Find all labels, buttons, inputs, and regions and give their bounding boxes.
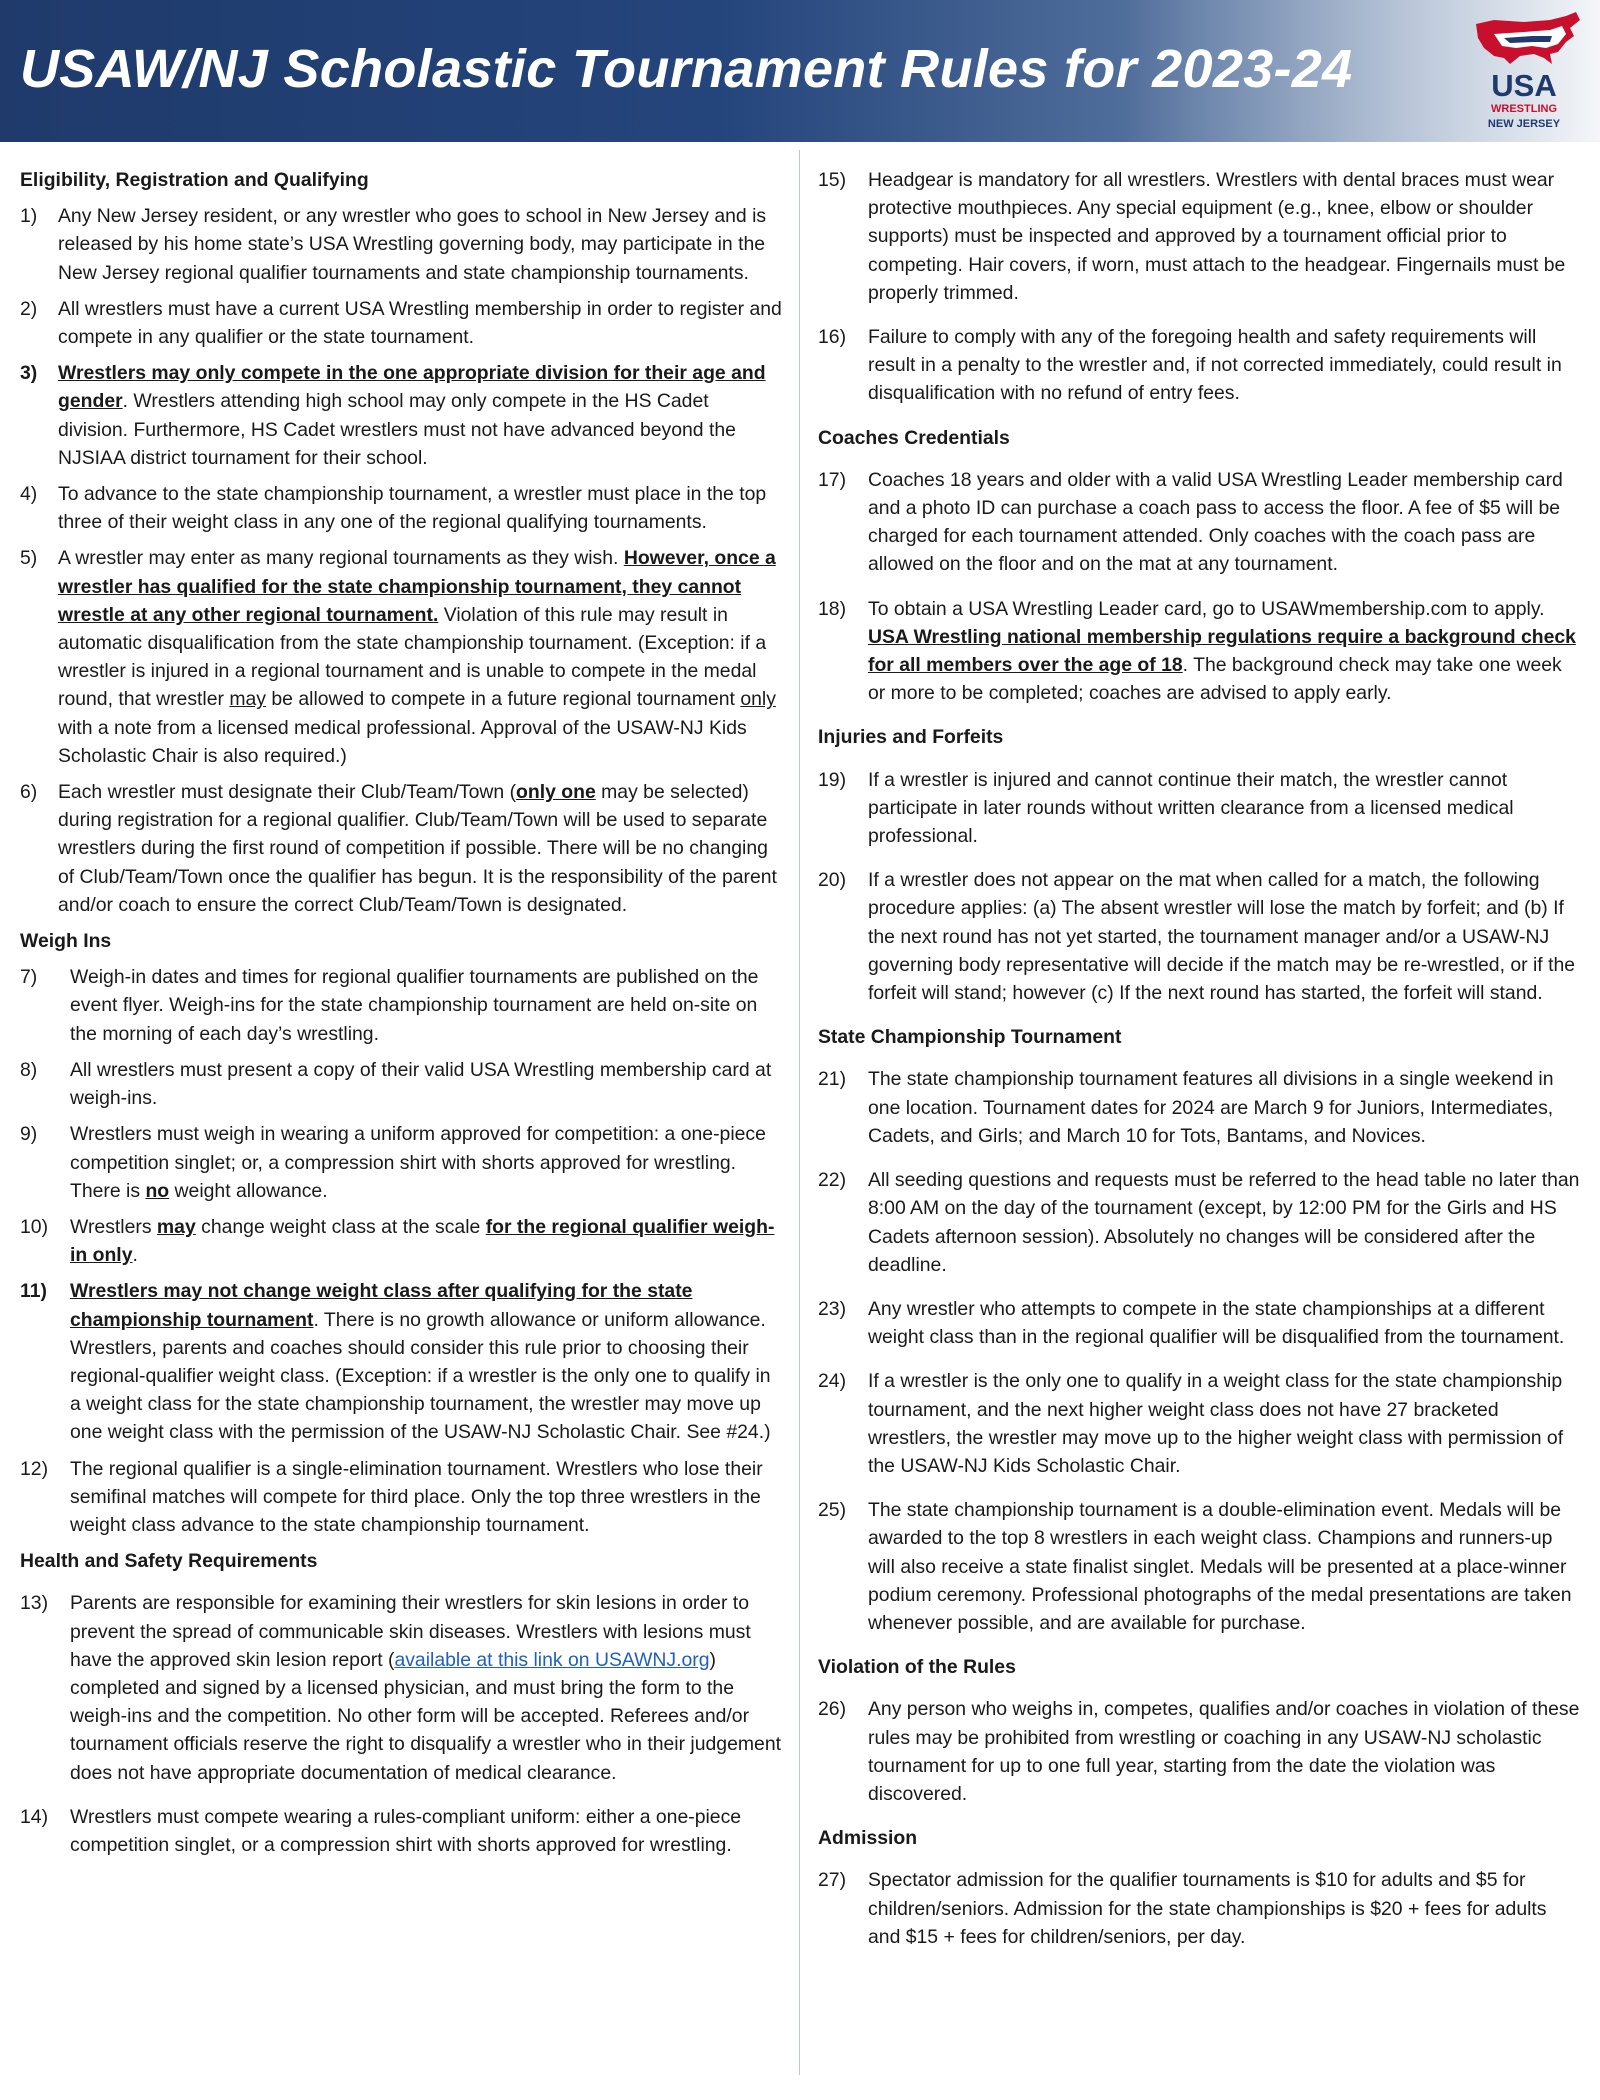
rule-10 — [20, 1213, 782, 1269]
logo-wrestling-text: WRESTLING — [1491, 103, 1557, 115]
rule-9 — [20, 1120, 782, 1205]
column-divider — [799, 150, 800, 2075]
rule-number: 6) — [20, 781, 38, 804]
rule-number: 25) — [818, 1499, 847, 1522]
rule-text — [70, 1589, 782, 1786]
rule-number: 27) — [818, 1869, 847, 1892]
rule-text-part: Violation of this rule may result in automatic disqualification from the state championship tournament. (Exception: if a wrestler is injured in a regional tournament and is unable to compete in the medal round, that wrestler — [58, 603, 767, 711]
rule-text — [70, 1277, 782, 1446]
rule-text: Failure to comply with any of the foregoing health and safety requirements will result in a penalty to the wrestler and, if not corrected immediately, could result in disqualification with no refund of entry fees. — [868, 326, 1562, 405]
rule-text-part: To obtain a USA Wrestling Leader card, go to USAWmembership.com to apply. — [868, 597, 1545, 620]
section-heading-weigh-ins: Weigh Ins — [20, 930, 112, 953]
rule-text: To advance to the state championship tournament, a wrestler must place in the top three of their weight class in any one of the regional qualifying tournaments. — [58, 483, 767, 534]
rule-1 — [20, 202, 782, 287]
rule-number: 19) — [818, 768, 847, 791]
rule-13 — [20, 1589, 782, 1786]
rule-text — [58, 778, 782, 919]
rule-21 — [818, 1065, 1581, 1150]
rule-text-part: A wrestler may enter as many regional tournaments as they wish. — [58, 547, 624, 570]
rule-number: 2) — [20, 297, 38, 320]
rule-emphasis: Wrestlers may only compete in the one appropriate division for their age and gender — [58, 362, 766, 413]
rule-emphasis: only one — [516, 781, 596, 804]
rule-text — [70, 1213, 782, 1269]
rule-4 — [20, 480, 782, 536]
rule-16 — [818, 323, 1581, 408]
logo-new-jersey-text: NEW JERSEY — [1487, 118, 1561, 130]
rule-text: The state championship tournament features all divisions in a single weekend in one location. Tournament dates for 2024 are March 9 for Juniors, Intermediates, Cadets, and Girls; and March 10 for Tots, Bantams, and Novices. — [868, 1068, 1554, 1147]
skin-lesion-report-link[interactable]: available at this link on USAWNJ.org — [394, 1648, 710, 1671]
rule-text: Coaches 18 years and older with a valid USA Wrestling Leader membership card and a photo ID can purchase a coach pass to access the floor. A fee of $5 will be charged for each tournament attended. Only coaches with the coach pass are allowed on the floor and on the mat at any tournament. — [868, 468, 1563, 576]
rule-text-part: be allowed to compete in a future regional tournament — [266, 688, 741, 711]
rule-number: 18) — [818, 597, 847, 620]
rule-text-part: Each wrestler must designate their Club/Team/Town ( — [58, 781, 517, 804]
rule-text: The state championship tournament is a double-elimination event. Medals will be awarded to the top 8 wrestlers in each weight class. Champions and runners-up will also receive a state finalist singlet. Medals will be presented at a place-winner podium ceremony. Professional photographs of the medal presentations are taken whenever possible, and are available for purchase. — [868, 1499, 1572, 1634]
rule-number: 15) — [818, 169, 847, 191]
rule-11 — [20, 1277, 782, 1446]
left-column — [20, 166, 782, 1867]
rule-number: 26) — [818, 1698, 847, 1721]
rule-number: 16) — [818, 326, 847, 349]
rule-number: 13) — [20, 1592, 49, 1615]
rule-17 — [818, 466, 1581, 579]
rule-23 — [818, 1295, 1581, 1351]
rule-text: All wrestlers must have a current USA Wrestling membership in order to register and compete in any qualifier or the state tournament. — [58, 297, 782, 349]
rule-text — [58, 359, 782, 472]
rule-text — [70, 1120, 782, 1205]
rule-2 — [20, 295, 782, 351]
rule-text — [58, 544, 782, 770]
rule-text-part: may be selected) during registration for a regional qualifier. Club/Team/Town will be used to separate wrestlers during the first round of competition if possible. There will be no changing of Club/Team/Town once the qualifier has begun. It is the responsibility of the parent and/or coach to ensure the correct Club/Team/Town is designated. — [58, 781, 777, 916]
header-banner — [0, 0, 1600, 142]
rule-number: 7) — [20, 966, 38, 989]
rule-text-part: with a note from a licensed medical professional. Approval of the USAW-NJ Kids Scholastic Chair is also required.) — [58, 716, 747, 767]
rule-text: Wrestlers must compete wearing a rules-compliant uniform: either a one-piece competition singlet, or a compression shirt with shorts approved for wrestling. — [70, 1805, 742, 1856]
rule-text: If a wrestler does not appear on the mat when called for a match, the following procedure applies: (a) The absent wrestler will lose the match by forfeit; and (b) If the next round has not yet started, the tournament manager and/or a USAW-NJ governing body representative will decide if the match may be re-wrestled, or if the forfeit will stand; however (c) If the next round has started, the forfeit will stand. — [868, 869, 1576, 1005]
rule-text-part: ) completed and signed by a licensed physician, and must bring the form to the weigh-ins and the competition. No other form will be accepted. Referees and/or tournament officials reserve the right to disqualify a wrestler who in their judgement does not have appropriate documentation of medical clearance. — [70, 1648, 781, 1784]
rule-emphasis: may — [156, 1215, 196, 1238]
rule-emphasis: Wrestlers may not change weight class after qualifying for the state championship tournament — [70, 1280, 693, 1331]
rule-text: Weigh-in dates and times for regional qualifier tournaments are published on the event flyer. Weigh-ins for the state championship tournament are held on-site on the morning of each day’s wrestling. — [70, 966, 759, 1045]
rule-8 — [20, 1056, 782, 1112]
rule-5 — [20, 544, 782, 770]
rule-15 — [818, 166, 1581, 307]
rule-24 — [818, 1367, 1581, 1480]
section-heading-eligibility: Eligibility, Registration and Qualifying — [20, 169, 369, 191]
rule-text-part: Parents are responsible for examining their wrestlers for skin lesions in order to prevent the spread of communicable skin diseases. Wrestlers with lesions must have the approved skin lesion report ( — [70, 1592, 751, 1671]
section-heading-state: State Championship Tournament — [818, 1026, 1122, 1049]
rule-number: 20) — [818, 869, 847, 892]
rule-text: All wrestlers must present a copy of their valid USA Wrestling membership card at weigh-ins. — [70, 1058, 772, 1110]
rule-3 — [20, 359, 782, 472]
rule-text: The regional qualifier is a single-elimination tournament. Wrestlers who lose their semifinal matches will compete for third place. Only the top three wrestlers in the weight class advance to the state championship tournament. — [70, 1457, 763, 1536]
rule-number: 22) — [818, 1169, 847, 1192]
rule-number: 12) — [20, 1457, 49, 1480]
usa-wrestling-nj-logo — [1454, 8, 1594, 136]
rule-text-part: weight allowance. — [169, 1179, 328, 1202]
section-heading-injuries: Injuries and Forfeits — [818, 726, 1004, 749]
rule-number: 10) — [20, 1215, 49, 1238]
rule-14 — [20, 1803, 782, 1859]
right-column — [818, 166, 1581, 1959]
rule-18 — [818, 595, 1581, 708]
rule-text: If a wrestler is the only one to qualify in a weight class for the state championship tournament, and the next higher weight class does not have 27 bracketed wrestlers, the wrestler may move up to the higher weight class with permission of the USAW-NJ Kids Scholastic Chair. — [868, 1370, 1564, 1477]
rule-text-part: change weight class at the scale — [195, 1215, 486, 1238]
rule-19 — [818, 766, 1581, 851]
rule-underline: may — [229, 688, 267, 711]
rule-text: Spectator admission for the qualifier tournaments is $10 for adults and $5 for children/seniors. Admission for the state championships is $20 + fees for adults and $15 + fees for children/seniors, per day. — [868, 1869, 1547, 1948]
logo-usa-text: USA — [1491, 68, 1557, 103]
rule-emphasis: for the regional qualifier weigh-in only — [70, 1215, 775, 1267]
rule-number: 24) — [818, 1370, 847, 1393]
rule-emphasis: However, once a wrestler has qualified for the state championship tournament, they cannot wrestle at any other regional tournament. — [58, 547, 776, 626]
rule-7 — [20, 963, 782, 1048]
rule-text-part: . — [132, 1244, 138, 1267]
rule-number: 1) — [20, 205, 38, 228]
rule-27 — [818, 1866, 1581, 1951]
rule-26 — [818, 1695, 1581, 1808]
rule-text: If a wrestler is injured and cannot continue their match, the wrestler cannot participate in later rounds without written clearance from a licensed medical professional. — [868, 768, 1514, 848]
rule-number: 23) — [818, 1297, 847, 1320]
rule-underline: only — [740, 688, 776, 711]
us-map-flag-icon — [1454, 8, 1594, 70]
rule-number: 17) — [818, 468, 847, 491]
rule-text-part: Wrestlers must weigh in wearing a uniform approved for competition: a one-piece competition singlet; or, a compression shirt with shorts approved for wrestling. There is — [70, 1123, 766, 1202]
rule-emphasis: USA Wrestling national membership regulations require a background check for all members over the age of 18 — [868, 625, 1576, 677]
section-heading-health: Health and Safety Requirements — [20, 1550, 318, 1573]
page-title: USAW/NJ Scholastic Tournament Rules for 2023-24 — [20, 39, 1353, 99]
rule-22 — [818, 1166, 1581, 1279]
rule-emphasis: no — [145, 1179, 170, 1202]
rule-text: All seeding questions and requests must be referred to the head table no later than 8:00 AM on the day of the tournament (except, by 12:00 PM for the Girls and HS Cadets afternoon session). Absolutely no changes will be considered after the deadline. — [868, 1169, 1580, 1276]
rule-text: Headgear is mandatory for all wrestlers. Wrestlers with dental braces must wear protective mouthpieces. Any special equipment (e.g., knee, elbow or shoulder supports) must be inspected and approved by a tournament official prior to competing. Hair covers, if worn, must attach to the headgear. Fingernails must be properly trimmed. — [868, 169, 1566, 304]
rule-number: 5) — [20, 547, 38, 570]
rule-number: 9) — [20, 1123, 38, 1146]
section-heading-coaches: Coaches Credentials — [818, 426, 1010, 449]
rule-text-part: Wrestlers — [70, 1215, 157, 1238]
section-heading-admission: Admission — [818, 1827, 918, 1850]
rule-text — [868, 595, 1581, 708]
rule-text: Any person who weighs in, competes, qualifies and/or coaches in violation of these rules may be prohibited from wrestling or coaching in any USAW-NJ scholastic tournament for up to one full year, starting from the date the violation was discovered. — [868, 1698, 1580, 1805]
rule-text: Any New Jersey resident, or any wrestler who goes to school in New Jersey and is released by his home state’s USA Wrestling governing body, may participate in the New Jersey regional qualifier tournaments and state championship tournaments. — [58, 205, 767, 284]
rule-number: 8) — [20, 1058, 38, 1081]
rule-20 — [818, 866, 1581, 1007]
rule-text-part: . Wrestlers attending high school may only compete in the HS Cadet division. Furthermore, HS Cadet wrestlers must not have advanced beyond the NJSIAA district tournament for their school. — [58, 390, 736, 469]
rule-number: 21) — [818, 1068, 847, 1091]
section-heading-violation: Violation of the Rules — [818, 1656, 1016, 1679]
rule-6 — [20, 778, 782, 919]
rule-25 — [818, 1496, 1581, 1637]
rule-number: 4) — [20, 483, 38, 506]
rule-number: 14) — [20, 1805, 49, 1828]
rule-number: 11) — [20, 1280, 47, 1303]
rule-12 — [20, 1455, 782, 1540]
rule-number: 3) — [20, 362, 38, 385]
rule-text-part: . There is no growth allowance or uniform allowance. Wrestlers, parents and coaches should consider this rule prior to choosing their regional-qualifier weight class. (Exception: if a wrestler is the only one to qualify in a weight class for the state championship tournament, the wrestler may move up one weight class with the permission of the USAW-NJ Scholastic Chair. See #24.) — [70, 1308, 771, 1444]
rule-text: Any wrestler who attempts to compete in the state championships at a different weight class than in the regional qualifier will be disqualified from the tournament. — [868, 1297, 1565, 1349]
rule-text-part: . The background check may take one week or more to be completed; coaches are advised to apply early. — [868, 654, 1562, 705]
